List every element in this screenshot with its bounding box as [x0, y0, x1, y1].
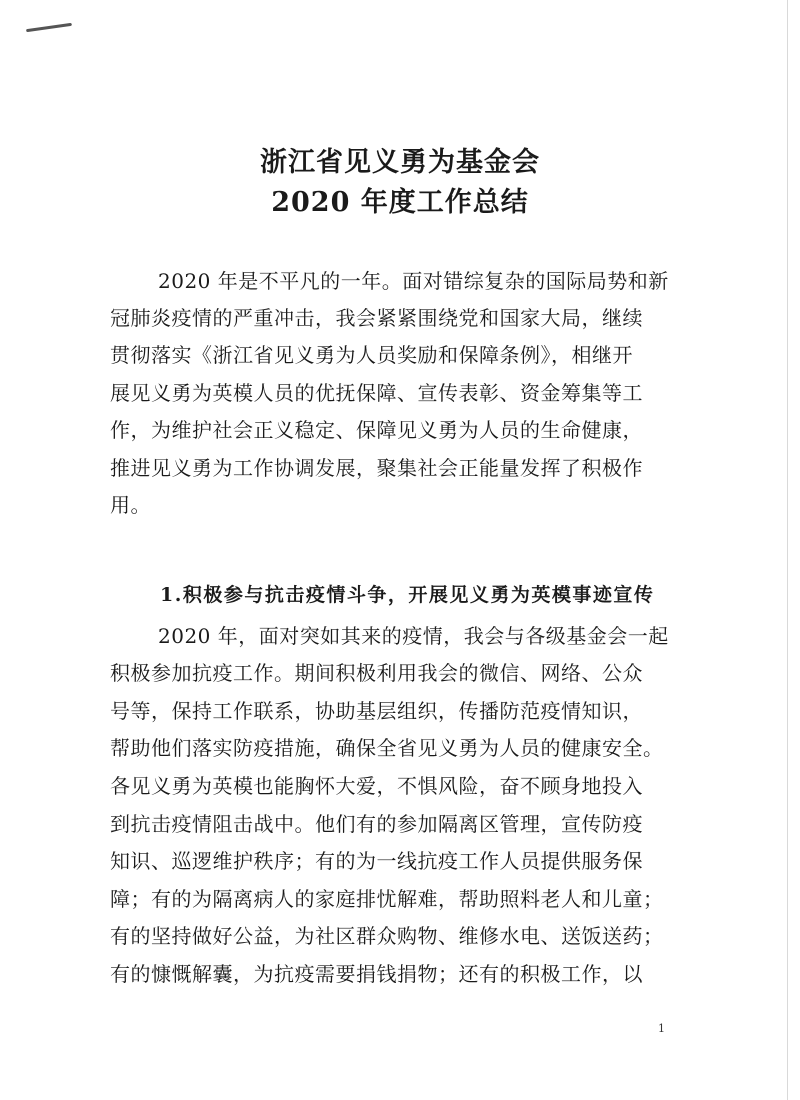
section-line: 积极参加抗疫工作。期间积极利用我会的微信、网络、公众 [110, 661, 643, 685]
section-line: 各见义勇为英模也能胸怀大爱，不惧风险，奋不顾身地投入 [110, 774, 643, 798]
intro-line: 贯彻落实《浙江省见义勇为人员奖励和保障条例》，相继开 [110, 343, 633, 367]
intro-line: 推进见义勇为工作协调发展，聚集社会正能量发挥了积极作 [110, 456, 643, 480]
section-line: 有的坚持做好公益，为社区群众购物、维修水电、送饭送药； [110, 924, 664, 948]
intro-line: 展见义勇为英模人员的优抚保障、宣传表彰、资金筹集等工 [110, 381, 643, 405]
intro-line: 冠肺炎疫情的严重冲击，我会紧紧围绕党和国家大局，继续 [110, 306, 643, 330]
section-line: 号等，保持工作联系，协助基层组织，传播防范疫情知识， [110, 699, 643, 723]
page-number: 1 [658, 1022, 665, 1035]
section-heading: 1.积极参与抗击疫情斗争，开展见义勇为英模事迹宣传 [160, 584, 655, 606]
section-line: 有的慷慨解囊，为抗疫需要捐钱捐物；还有的积极工作，以 [110, 962, 643, 986]
scan-mark [26, 23, 72, 32]
section-line: 知识、巡逻维护秩序；有的为一线抗疫工作人员提供服务保 [110, 849, 643, 873]
section-line: 帮助他们落实防疫措施，确保全省见义勇为人员的健康安全。 [110, 736, 664, 760]
section-line: 到抗击疫情阻击战中。他们有的参加隔离区管理，宣传防疫 [110, 812, 643, 836]
section-line: 障；有的为隔离病人的家庭排忧解难，帮助照料老人和儿童； [110, 887, 664, 911]
intro-line: 用。 [110, 493, 151, 517]
document-title: 浙江省见义勇为基金会 [260, 147, 540, 178]
intro-line: 2020 年是不平凡的一年。面对错综复杂的国际局势和新 [158, 269, 669, 293]
section-line: 2020 年，面对突如其来的疫情，我会与各级基金会一起 [158, 624, 669, 648]
document-subtitle: 2020 年度工作总结 [271, 187, 529, 218]
intro-line: 作，为维护社会正义稳定、保障见义勇为人员的生命健康， [110, 418, 643, 442]
